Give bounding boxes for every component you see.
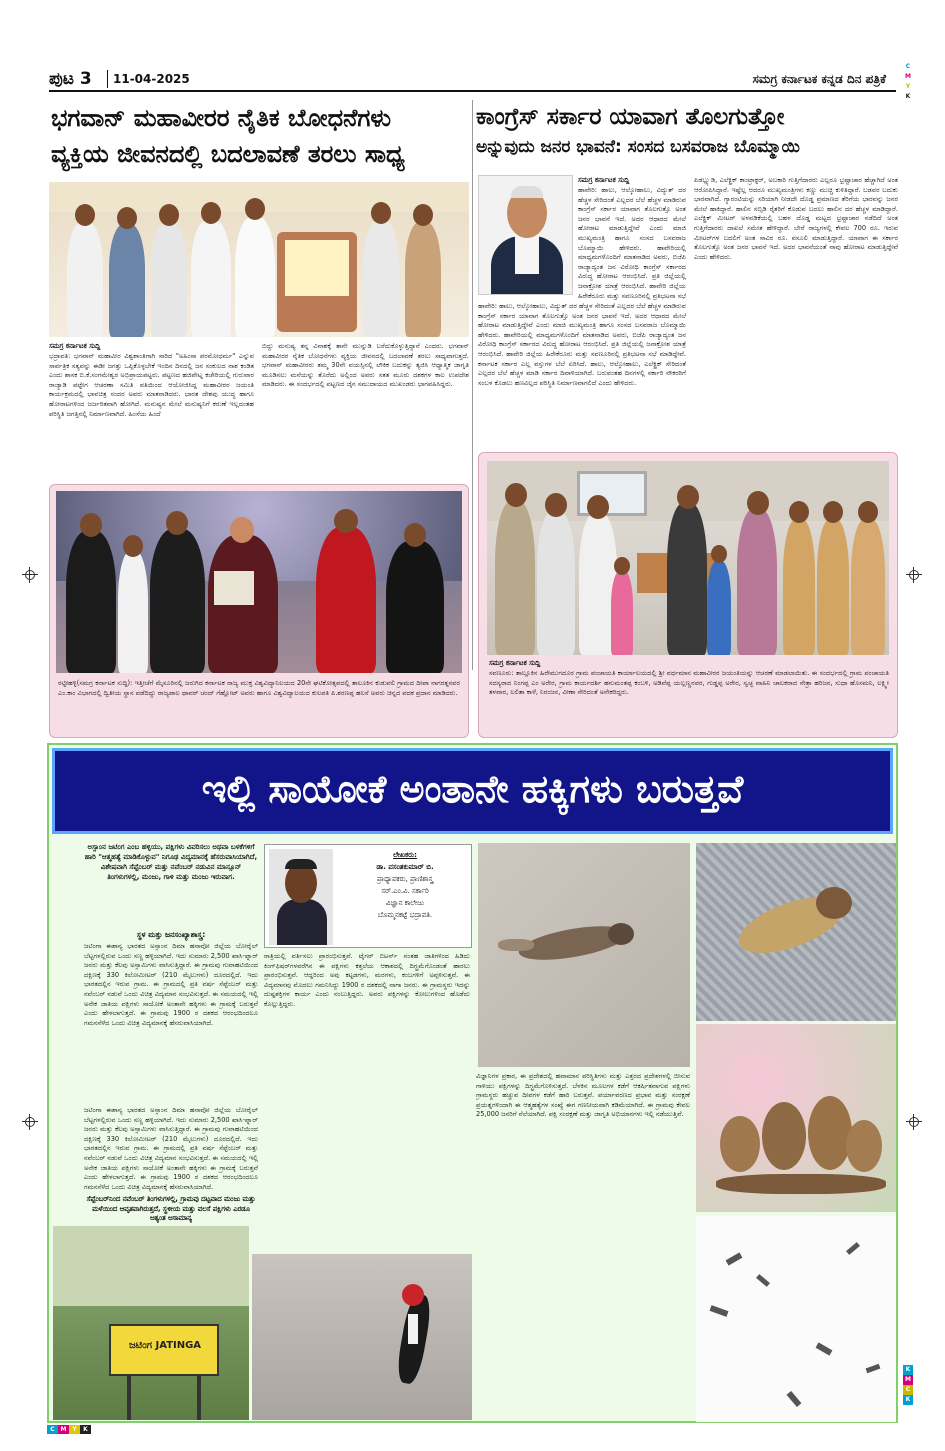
article2-col1: ಹಾವೇರಿ: ಹಾಲು, ಆಲ್ಕೋಹಾಲು, ವಿದ್ಯುತ್ ದರ ಹೆಚ್ಚಳ ಸೇರಿದಂತೆ ಎಲ್ಲದರ ಬೆಲೆ ಹೆಚ್ಚಳ ಮಾಡಿರುವ ಕಾಂಗ್ರೆಸ್ ಸರ್ಕಾರ ಯಾವಾಗ ತೊಲಗುತ್ತೊ ಅಂತ ಜನರ ಭಾವನೆ ಇದೆ. ಅದರ ಆಧಾರದ ಮೇಲೆ ಹೋರಾಟ ಮಾಡುತ್ತಿದ್ದೇವೆ ಎಂದು ಮಾಜಿ ಮುಖ್ಯಮಂತ್ರಿ ಹಾಗೂ ಸಂಸದ ಬಸವರಾಜ ಬೊಮ್ಮಾಯಿ ಹೇಳಿದರು. ಹಾವೇರಿಯಲ್ಲಿ ಮಾಧ್ಯಮಗಳೊಂದಿಗೆ ಮಾತನಾಡಿದ ಅವರು, ಬಿಜೆಪಿ ರಾಜ್ಯಾದ್ಯಂತ ಜನ ವಿರೋಧಿ ಕಾಂಗ್ರೆಸ್ ಸರ್ಕಾರದ ವಿರುದ್ಧ ಹೋರಾಟ ಆರಂಭಿಸಿದೆ. ಪ್ರತಿ ಜಿಲ್ಲೆಯಲ್ಲಿ ಜನಾಕ್ರೋಶ ಯಾತ್ರೆ ಆರಂಭಿಸಿದೆ. ಹಾವೇರಿ ಜಿಲ್ಲೆಯ ಹಿರೇಕೆರೂರು ಮತ್ತು ಸವಣೂರಿನಲ್ಲಿ ಪ್ರತಿಭಟನಾ ಸಭೆ ಮಾಡಿದ್ದೇವೆ. ಕರ್ನಾಟಕ ಸರ್ಕಾರ ಎಲ್ಲ ವಸ್ತುಗಳ ಬೆಲೆ ಏರಿಸಿದೆ. ಹಾಲು, ಆಲ್ಕೋಹಾಲು, ಎಲೆಕ್ಟ್ರಿಕ್ ಸೇರಿದಂತೆ ಎಲ್ಲದರ ಬೆಲೆ ಹೆಚ್ಚಳ ಮಾಡಿ ಸರ್ಕಾರ ದಿವಾಳಿಯಾಗಿದೆ. ಬರುವಂತಹ ದಿನಗಳಲ್ಲಿ ಸರ್ಕಾರಿ ನೌಕರರಿಗೆ ಸಂಬಳ ಕೊಡಲು ಹಣವಿಲ್ಲದ ಪರಿಸ್ಥಿತಿ ನಿರ್ಮಾಣವಾಗಲಿದೆ ಎಂದು ಹೇಳಿದರು. [478, 302, 686, 387]
headline-line1: ಕಾಂಗ್ರೆಸ್ ಸರ್ಕಾರ ಯಾವಾಗ ತೊಲಗುತ್ತೋ [476, 104, 785, 130]
sign-text: ಜಟಿಂಗ JATINGA [128, 1340, 202, 1351]
header-divider [107, 70, 108, 88]
photo-jatinga-sign [53, 1226, 249, 1420]
feature-banner [52, 748, 893, 834]
column-divider [472, 100, 473, 670]
article2-byline-block [578, 176, 686, 185]
feature-col3: ವಿಜ್ಞಾನಿಗಳ ಪ್ರಕಾರ, ಈ ಪ್ರದೇಶದಲ್ಲಿ ಹವಾಮಾನ ಪರಿಸ್ಥಿತಿಗಳು ಮತ್ತು ಎತ್ತರದ ಪ್ರದೇಶಗಳಲ್ಲಿ ಬೀಸುವ ಗಾಳಿಯು ಪಕ್ಷಿಗಳನ್ನು ದಿಗ್ಭ್ರಮೆಗೊಳಿಸುತ್ತದೆ. ಬೆಳಕಿನ ಮೂಲಗಳ ಕಡೆಗೆ ಆಕರ್ಷಿತವಾಗುವ ಪಕ್ಷಿಗಳು ಗ್ರಾಮಸ್ಥರು ಹಚ್ಚುವ ದೀಪಗಳ ಕಡೆಗೆ ಹಾರಿ ಬರುತ್ತವೆ. ಪರ್ಯಾವರಣದ ಪ್ರಭಾವ ಮತ್ತು ಸಂರಕ್ಷಣೆ ಪ್ರಯತ್ನಗಳಿಂದಾಗಿ ಈ ಆತ್ಮಹತ್ಯೆಗಳ ಸಂಖ್ಯೆ ಈಗ ಗಣನೀಯವಾಗಿ ಕಡಿಮೆಯಾಗಿದೆ. ಈ ಗ್ರಾಮವು ಕೇವಲ 25,000 ಜನರಿಗೆ ನೆಲೆಯಾಗಿದೆ. ಪಕ್ಷಿ ಸಂರಕ್ಷಣೆ ಮತ್ತು ಜಾಗೃತಿ ಅಭಿಯಾನಗಳು ಇಲ್ಲಿ ನಡೆಯುತ್ತಿವೆ. [476, 1072, 690, 1119]
photo-convocation [56, 491, 462, 673]
photo-panchayat [487, 461, 889, 655]
article2-col1-top: ಹಾವೇರಿ: ಹಾಲು, ಆಲ್ಕೋಹಾಲು, ವಿದ್ಯುತ್ ದರ ಹೆಚ್ಚಳ ಸೇರಿದಂತೆ ಎಲ್ಲದರ ಬೆಲೆ ಹೆಚ್ಚಳ ಮಾಡಿರುವ ಕಾಂಗ್ರೆಸ್ ಸರ್ಕಾರ ಯಾವಾಗ ತೊಲಗುತ್ತೊ ಅಂತ ಜನರ ಭಾವನೆ ಇದೆ. ಅದರ ಆಧಾರದ ಮೇಲೆ ಹೋರಾಟ ಮಾಡುತ್ತಿದ್ದೇವೆ ಎಂದು ಮಾಜಿ ಮುಖ್ಯಮಂತ್ರಿ ಹಾಗೂ ಸಂಸದ ಬಸವರಾಜ ಬೊಮ್ಮಾಯಿ ಹೇಳಿದರು. ಹಾವೇರಿಯಲ್ಲಿ ಮಾಧ್ಯಮಗಳೊಂದಿಗೆ ಮಾತನಾಡಿದ ಅವರು, ಬಿಜೆಪಿ ರಾಜ್ಯಾದ್ಯಂತ ಜನ ವಿರೋಧಿ ಕಾಂಗ್ರೆಸ್ ಸರ್ಕಾರದ ವಿರುದ್ಧ ಹೋರಾಟ ಆರಂಭಿಸಿದೆ. ಪ್ರತಿ ಜಿಲ್ಲೆಯಲ್ಲಿ ಜನಾಕ್ರೋಶ ಯಾತ್ರೆ ಆರಂಭಿಸಿದೆ. ಹಾವೇರಿ ಜಿಲ್ಲೆಯ ಹಿರೇಕೆರೂರು ಮತ್ತು ಸವಣೂರಿನಲ್ಲಿ ಪ್ರತಿಭಟನಾ ಸಭೆ [578, 186, 686, 300]
photo-dead-bird [478, 843, 690, 1067]
registration-mark [906, 1114, 922, 1130]
cmyk-strip-top: C M Y K [905, 63, 911, 100]
newspaper-tagline: ಸಮಗ್ರ ಕರ್ನಾಟಕ ಕನ್ನಡ ದಿನ ಪತ್ರಿಕೆ [752, 72, 886, 86]
header-rule [49, 90, 896, 92]
feature-intro: ಅಸ್ಸಾಂನ ಜಟಿಂಗ ಎಂಬ ಹಳ್ಳಿಯು, ಪಕ್ಷಿಗಳು ವಿವರಿಸಲು ಅಥವಾ ಬಳಕೆಗಳಿಗೆ ಹಾರಿ "ಆತ್ಮಹತ್ಯೆ ಮಾಡಿಕೊಳ್ಳುವ" ನಿಗೂಢ ವಿದ್ಯಮಾನಕ್ಕೆ ಹೆಸರುವಾಸಿಯಾಗಿದೆ, ವಿಶೇಷವಾಗಿ ಸೆಪ್ಟೆಂಬರ್ ಮತ್ತು ನವೆಂಬರ್ ನಡುವಿನ ಮಾನ್ಸೂನ್ ತಿಂಗಳುಗಳಲ್ಲಿ, ಮಂಜು, ಗಾಳಿ ಮತ್ತು ಮಂಜು ಇರುವಾಗ. [84, 843, 258, 881]
page-number: ಪುಟ 3 [49, 69, 92, 89]
author-line4: ವಿಜ್ಞಾನ ಕಾಲೇಜು [385, 899, 425, 907]
author-line3: ಸರ್.ಎಂ.ವಿ. ಸರ್ಕಾರಿ [381, 887, 429, 895]
panchayat-byline: ಸಮಗ್ರ ಕರ್ನಾಟಕ ಸುದ್ದಿ [489, 659, 541, 667]
headline-line2: ಅನ್ನುವುದು ಜನರ ಭಾವನೆ: ಸಂಸದ ಬಸವರಾಜ ಬೊಮ್ಮಾಯಿ [476, 137, 800, 157]
article2-col2: ಪಿಡಬ್ಲ್ಯುಡಿ, ಎಲೆಕ್ಟ್ರಿಕ್ ಕಾಂಟ್ರಾಕ್ಟರ್, ಅಬಕಾರಿ ಗುತ್ತಿಗೆದಾರರು ಎಲ್ಲರೂ ಭ್ರಷ್ಟಾಚಾರ ಹೆಚ್ಚಾಗಿದೆ ಅಂತ ಆರೋಪಿಸಿದ್ದಾರೆ. ಇಷ್ಟೆಲ್ಲ ಆದರೂ ಮುಖ್ಯಮಂತ್ರಿಗಳು ಕಣ್ಣು ಮುಚ್ಚಿ ಕುಳಿತಿದ್ದಾರೆ. ಬಡವರ ಬದುಕು ಭಾರವಾಗಿದೆ. ಗ್ಯಾರಂಟಿಯನ್ನು ಸರಿಯಾಗಿ ನೀಡದೇ ದೊಡ್ಡ ಪ್ರಮಾಣದ ತೆರಿಗೆಯ ಭಾರವನ್ನು ಜನರ ಮೇಲೆ ಹಾಕಿದ್ದಾರೆ. ಹಾಲಿನ ಸಬ್ಸಿಡಿ ರೈತರಿಗೆ ಕೊಡುವ ಬದಲು ಹಾಲಿನ ದರ ಹೆಚ್ಚಳ ಮಾಡಿದ್ದಾರೆ. ಎಲೆಕ್ಟ್ರಿಕ್ ಮೀಟರ್ ಅಳವಡಿಕೆಯಲ್ಲಿ ಬಹಳ ದೊಡ್ಡ ಮಟ್ಟದ ಭ್ರಷ್ಟಾಚಾರ ನಡೆದಿದೆ ಅಂತ ಗುತ್ತಿಗೆದಾರರು ದಾಖಲೆ ಸಮೇತ ಹೇಳಿದ್ದಾರೆ. ಬೇರೆ ರಾಜ್ಯಗಳಲ್ಲಿ ಕೇವಲ 700 ರೂ. ಇರುವ ಮೀಟರ್‌ಗಳ ಬದಲಿಗೆ ಅಂತ ಸಾವಿರ ರೂ. ವಸೂಲಿ ಮಾಡುತ್ತಿದ್ದಾರೆ. ಯಾವಾಗ ಈ ಸರ್ಕಾರ ತೊಲಗುತ್ತೊ ಅಂತ ಜನರ ಭಾವನೆ ಇದೆ. ಅದರ ಭಾವನೆಯಂತೆ ನಾವು ಹೋರಾಟ ಮಾಡುತ್ತಿದ್ದೇವೆ ಎಂದು ಹೇಳಿದರು. [694, 176, 898, 261]
photo-bommai [478, 175, 573, 295]
photo-sparrows [696, 1024, 896, 1212]
author-line2: ಪ್ರಾಧ್ಯಾಪಕರು, ಪ್ರಾಣಿಶಾಸ್ತ್ರ [376, 875, 434, 883]
convocation-caption: ರಟ್ಟೀಹಳ್ಳಿ(ಸಮಗ್ರ ಕರ್ನಾಟಕ ಸುದ್ದಿ): ಇತ್ತೀಚೆಗೆ ಮೈಸೂರಿನಲ್ಲಿ ಜರುಗಿದ ಕರ್ನಾಟಕ ರಾಜ್ಯ ಮುಕ್ತ ವಿಶ್ವವಿದ್ಯಾನಿಲಯದ 20ನೇ ಘಟಿಕೋತ್ಸವದಲ್ಲಿ ತಾಲೂಕಿನ ಕುಡುಪಲಿ ಗ್ರಾಮದ ದೀಪಾ ನಾಗರತ್ನನವರ ಎಂ.ಕಾಂ ವಿಭಾಗದಲ್ಲಿ ದ್ವಿತೀಯ ಸ್ಥಾನ ಪಡೆದಿದ್ದು ರಾಜ್ಯಪಾಲ ಥಾವರ್ ಚಂದ್ ಗೆಹ್ಲೋಟ್ ಅವರು ಹಾಗೂ ವಿಶ್ವವಿದ್ಯಾಲಯದ ಕುಲಪತಿ ಪಿ.ಶರಣಪ್ಪ ಹಲಸೆ ಅವರು ಚಿನ್ನದ ಪದಕ ಪ್ರದಾನ ಮಾಡಿದರು. [58, 679, 460, 697]
panchayat-caption: ಸವಣೂರು: ತಾಲ್ಲೂಕಿನ ಹಿರೇಮುಗದೂರ ಗ್ರಾಮ ಪಂಚಾಯತಿ ಕಾರ್ಯಾಲಯದಲ್ಲಿ ಶ್ರೀ ವರ್ಧಮಾನ ಮಹಾವೀರರ ಜಯಂತಿಯನ್ನು ಆಚರಣೆ ಮಾಡಲಾಯಿತು. ಈ ಸಂದರ್ಭದಲ್ಲಿ ಗ್ರಾಮ ಪಂಚಾಯತಿ ಸದಸ್ಯರಾದ ನಿಂಗಪ್ಪ ಎಂ ಅರೇರ, ಗ್ರಾಮ ಕಾರ್ಯದರ್ಶಿ ಹನುಮಂತಪ್ಪ ಕಂಬಳಿ, ಅಡಿವೆಪ್ಪ ಯಲ್ಲಣ್ಣನವರ, ಗುಡ್ಡಪ್ಪ ಅರೇರ, ಸ್ವಚ್ಛ ವಾಹಿನಿ ಚಾಲಕರಾದ ನೇತ್ರಾ ಹರಿಜನ, ಸುಧಾ ಹೊಸಮನಿ, ಲಕ್ಷ್ಮೀ ತಳವಾರ, ಲಲಿತಾ ಕಾಳೆ, ನಿರಂಜನ, ವೀಣಾ ಸೇರಿದಂತೆ ಅನೇಕರಿದ್ದರು. [489, 669, 889, 697]
photo-woodpecker [252, 1254, 472, 1420]
article-bommai-headline [476, 100, 901, 170]
author-label: ಲೇಖಕರು: [393, 851, 417, 859]
article1-byline: ಸಮಗ್ರ ಕರ್ನಾಟಕ ಸುದ್ದಿ [49, 342, 101, 350]
author-box [264, 844, 472, 948]
convocation-box [49, 484, 469, 738]
page-date: 11-04-2025 [113, 72, 190, 86]
feature-col2: ರಾತ್ರಿಯಲ್ಲಿ ವರ್ತಿಸಲು ಪ್ರಾರಂಭಿಸುತ್ತವೆ. ಟೈಗರ್ ಬಿಟರ್ನ್ ನಂತಹ ಜಾತಿಗಳಿಂದ ಹಿಡಿದು ಕಿಂಗ್‌ಫಿಷರ್‌ಗಳವರೆಗಿನ ಈ ಪಕ್ಷಿಗಳು ಕತ್ತಲೆಯ ಆಕಾಶದಲ್ಲಿ ದಿಗ್ಭ್ರಮೆಗೊಂಡಂತೆ ಹಾರಲು ಪ್ರಾರಂಭಿಸುತ್ತವೆ. ಆದ್ದರಿಂದ ಅವು ಕಟ್ಟಡಗಳು, ಮರಗಳು, ಕಂಬಗಳಿಗೆ ಅಪ್ಪಳಿಸುತ್ತವೆ. ಈ ವಿದ್ಯಮಾನವು ಮೊದಲು ಗಮನಿಸಿದ್ದು 1900 ರ ದಶಕದಲ್ಲಿ ನಾಗಾ ಜನರು. ಈ ಗ್ರಾಮಸ್ಥರು ಇದನ್ನು ದುಷ್ಟಶಕ್ತಿಗಳ ಕಾರ್ಯ ಎಂದು ನಂಬುತ್ತಿದ್ದರು. ಅವರು ಪಕ್ಷಿಗಳನ್ನು ಕೋಲುಗಳಿಂದ ಹೊಡೆದು ಕೊಲ್ಲುತ್ತಿದ್ದರು. [264, 952, 470, 1008]
photo-flying-birds [696, 1216, 896, 1422]
photo-fallen-bird [696, 843, 896, 1021]
headline-line1: ಭಗವಾನ್ ಮಹಾವೀರರ ನೈತಿಕ ಬೋಧನೆಗಳು [51, 104, 392, 132]
article1-body [49, 342, 469, 418]
cmyk-strip-bottom: K M C K [903, 1365, 913, 1405]
article1-col2: ಬಿದ್ದು ಮನುಷ್ಯ ತನ್ನ ವಿನಾಶಕ್ಕೆ ತಾನೇ ಮುನ್ನುಡಿ ಬರೆದುಕೊಳ್ಳುತ್ತಿದ್ದಾನೆ ಎಂದರು. ಭಗವಾನ್ ಮಹಾವೀರರ ನೈತಿಕ ಬೋಧನೆಗಳು ವ್ಯಕ್ತಿಯ ಜೀವನದಲ್ಲಿ ಬದಲಾವಣೆ ತರಲು ಸಾಧ್ಯವಾಗುತ್ತದೆ. ಭಗವಾನ್ ಮಹಾವೀರರು ತಮ್ಮ 30ನೇ ವಯಸ್ಸಿನಲ್ಲಿ ಲೌಕಿಕ ಬದುಕನ್ನು ತ್ಯಜಿಸಿ ಆಧ್ಯಾತ್ಮಿಕ ಜಾಗೃತಿ ಮೂಡಿಸಲು ಮನೆಯನ್ನು ತೊರೆದು ಅಲ್ಲಿಂದ ಅವರು ಸತತ ಮೂರು ದಶಕಗಳ ಕಾಲ ಉಪದೇಶ ಮಾಡಿದರು. ಈ ಸಂದರ್ಭದಲ್ಲಿ ಪಟ್ಟಣದ ಜೈನ ಸಮುದಾಯದ ಮುಖಂಡರು ಭಾಗವಹಿಸಿದ್ದರು. [262, 342, 469, 389]
article1-col1: ಭದ್ರಾವತಿ: ಭಗವಾನ್ ಮಹಾವೀರ ವಿಶ್ವಶಾಂತಿಗಾಗಿ ಸಾರಿದ "ಅಹಿಂಸಾ ಪರಮೋಧರ್ಮ" ಎನ್ನುವ ಸಾರ್ವತ್ರಿಕ ಸತ್ಯವನ್ನು ಈಡೀ ಜಗತ್ತು ಒಪ್ಪಿಕೊಳ್ಳಬೇಕೆ ಇಂದಿನ ದಿನದಲ್ಲಿ ಜನ ಸಂಕುಲದ ನಾಶ ಕಂಡಿತ ಎಂದು ಶಾಸಕ ಬಿ.ಕೆ.ಸಂಗಮೇಶ್ವರ ಅಭಿಪ್ರಾಯಪಟ್ಟರು. ಪಟ್ಟಣದ ಹಜಿಪೇಟ್ನ ಕಚೇರಿಯಲ್ಲಿ ಗುರುವಾರ ರಾಜ್ಯಾಡಿ ಪಟ್ಟೇಗ ಆಚರಣಾ ಸಮಿತಿ ವತಿಯಿಂದ ಆಯೋಜಿಸಿದ್ದ ಮಹಾವೀರರ ಜಯಂತಿ ಕಾರ್ಯಕ್ರಮದಲ್ಲಿ ಭಾವಚಿತ್ರ ಸಂದರ ಅವರು ಮಾತನಾಡಿದರು. ಭಾರತ ದೇಶವು ಯುದ್ಧ ಹಾಗೂ ಹೋರಾಟಗಳಿಂದ ಜರ್ಜರಿತವಾಗಿ ಹೋಗಿದೆ. ಮನುಷ್ಯನ ಮೇಲೆ ಮನುಷ್ಯನಿಗೆ ಕರುಣೆ ಇಲ್ಲದಂತಹ ಪರಿಸ್ಥಿತಿ ಜಗತ್ತಿನಲ್ಲಿ ನಿರ್ಮಾಣವಾಗಿದೆ. ಹಿಂಸೆಯ ಹಿಂದೆ [49, 352, 254, 418]
registration-mark [22, 567, 38, 583]
page-header [49, 67, 896, 92]
article-mahaveer-headline [51, 100, 471, 180]
feature-headline: ಇಲ್ಲಿ ಸಾಯೋಕೆ ಅಂತಾನೇ ಹಕ್ಕಿಗಳು ಬರುತ್ತವೆ [201, 767, 744, 811]
author-photo [269, 849, 333, 945]
article2-byline: ಸಮಗ್ರ ಕರ್ನಾಟಕ ಸುದ್ದಿ [578, 176, 630, 184]
registration-mark [906, 567, 922, 583]
jatinga-signboard [109, 1324, 219, 1376]
cmyk-strip-horizontal: C M Y K [47, 1425, 91, 1434]
feature-subhead2: ಸೆಪ್ಟೆಂಬರ್‌ನಿಂದ ನವೆಂಬರ್ ತಿಂಗಳುಗಳಲ್ಲಿ, ಗ್ರಾಮವು ದಟ್ಟವಾದ ಮಂಜು ಮತ್ತು ಮಳೆಯಿಂದ ಆವೃತವಾಗಿರುತ್ತದೆ, ಸ್ಥಳೀಯ ಮತ್ತು ವಲಸೆ ಪಕ್ಷಿಗಳು ಎರಡೂ ಅತ್ಯಂತ ಅಸಾಮಾನ್ಯ [86, 1195, 256, 1223]
feature-col1: ಜಟಿಂಗಾ ಈಶಾನ್ಯ ಭಾರತದ ಅಸ್ಸಾಂನ ದಿಮಾ ಹಸಾವೋ ಜಿಲ್ಲೆಯ ಬೋರೈಲ್ ಬೆಟ್ಟಗಳಲ್ಲಿರುವ ಒಂದು ಸಣ್ಣ ಹಳ್ಳಿಯಾಗಿದೆ. ಇದು ಸುಮಾರು 2,500 ಖಾಸಿ-ಪ್ನಾರ್ ಜನರು ಮತ್ತು ಕೆಲವು ಅಸ್ಸಾಮಿಗಳು ವಾಸಿಸುತ್ತಿದ್ದಾರೆ. ಈ ಗ್ರಾಮವು ಗುವಾಹಟಿಯಿಂದ ದಕ್ಷಿಣಕ್ಕೆ 330 ಕಿಲೋಮೀಟರ್ (210 ಮೈಲುಗಳು) ದೂರದಲ್ಲಿದೆ. ಇದು ಭಾರತದಲ್ಲಿನ ಇರುವ ಗ್ರಾಮ. ಈ ಗ್ರಾಮದಲ್ಲಿ ಪ್ರತಿ ವರ್ಷ ಸೆಪ್ಟೆಂಬರ್ ಮತ್ತು ನವೆಂಬರ್ ನಡುವೆ ಒಂದು ವಿಚಿತ್ರ ವಿದ್ಯಮಾನ ಸಂಭವಿಸುತ್ತದೆ. ಈ ಸಮಯದಲ್ಲಿ ಇಲ್ಲಿ ಅನೇಕ ಜಾತಿಯ ಪಕ್ಷಿಗಳು ಸಾಯೋಕೆ ಅಂತಾನೇ ಹಕ್ಕಿಗಳು ಈ ಗ್ರಾಮಕ್ಕೆ ಬರುತ್ತವೆ ಎಂದು ಹೇಳಲಾಗುತ್ತದೆ. ಈ ಗ್ರಾಮವು 1900 ರ ದಶಕದ ಆರಂಭದಿಂದಲೂ ಗಮನಸೆಳೆದ ಒಂದು ವಿಚಿತ್ರ ವಿದ್ಯಮಾನಕ್ಕೆ ಹೆಸರುವಾಸಿಯಾಗಿದೆ. [84, 942, 258, 1027]
registration-mark [22, 1114, 38, 1130]
feature-subhead1: ಸ್ಥಳ ಮತ್ತು ಜನಸಂಖ್ಯಾಶಾಸ್ತ್ರ: [136, 930, 206, 939]
feature-col1-cont: ಜಟಿಂಗಾ ಈಶಾನ್ಯ ಭಾರತದ ಅಸ್ಸಾಂನ ದಿಮಾ ಹಸಾವೋ ಜಿಲ್ಲೆಯ ಬೋರೈಲ್ ಬೆಟ್ಟಗಳಲ್ಲಿರುವ ಒಂದು ಸಣ್ಣ ಹಳ್ಳಿಯಾಗಿದೆ. ಇದು ಸುಮಾರು 2,500 ಖಾಸಿ-ಪ್ನಾರ್ ಜನರು ಮತ್ತು ಕೆಲವು ಅಸ್ಸಾಮಿಗಳು ವಾಸಿಸುತ್ತಿದ್ದಾರೆ. ಈ ಗ್ರಾಮವು ಗುವಾಹಟಿಯಿಂದ ದಕ್ಷಿಣಕ್ಕೆ 330 ಕಿಲೋಮೀಟರ್ (210 ಮೈಲುಗಳು) ದೂರದಲ್ಲಿದೆ. ಇದು ಭಾರತದಲ್ಲಿನ ಇರುವ ಗ್ರಾಮ. ಈ ಗ್ರಾಮದಲ್ಲಿ ಪ್ರತಿ ವರ್ಷ ಸೆಪ್ಟೆಂಬರ್ ಮತ್ತು ನವೆಂಬರ್ ನಡುವೆ ಒಂದು ವಿಚಿತ್ರ ವಿದ್ಯಮಾನ ಸಂಭವಿಸುತ್ತದೆ. ಈ ಸಮಯದಲ್ಲಿ ಇಲ್ಲಿ ಅನೇಕ ಜಾತಿಯ ಪಕ್ಷಿಗಳು ಸಾಯೋಕೆ ಅಂತಾನೇ ಹಕ್ಕಿಗಳು ಈ ಗ್ರಾಮಕ್ಕೆ ಬರುತ್ತವೆ ಎಂದು ಹೇಳಲಾಗುತ್ತದೆ. ಈ ಗ್ರಾಮವು 1900 ರ ದಶಕದ ಆರಂಭದಿಂದಲೂ ಗಮನಸೆಳೆದ ಒಂದು ವಿಚಿತ್ರ ವಿದ್ಯಮಾನಕ್ಕೆ ಹೆಸರುವಾಸಿಯಾಗಿದೆ. [84, 1106, 258, 1191]
panchayat-box [478, 452, 898, 738]
author-line5: ಬೊಮ್ಮನಕಟ್ಟೆ ಭದ್ರಾವತಿ. [377, 911, 433, 919]
photo-mahaveer-event [49, 182, 469, 337]
headline-line2: ವ್ಯಕ್ತಿಯ ಜೀವನದಲ್ಲಿ ಬದಲಾವಣೆ ತರಲು ಸಾಧ್ಯ [51, 140, 405, 168]
author-name: ಡಾ. ವಸಂತಕುಮಾರ್ ಬಿ. [376, 863, 434, 871]
